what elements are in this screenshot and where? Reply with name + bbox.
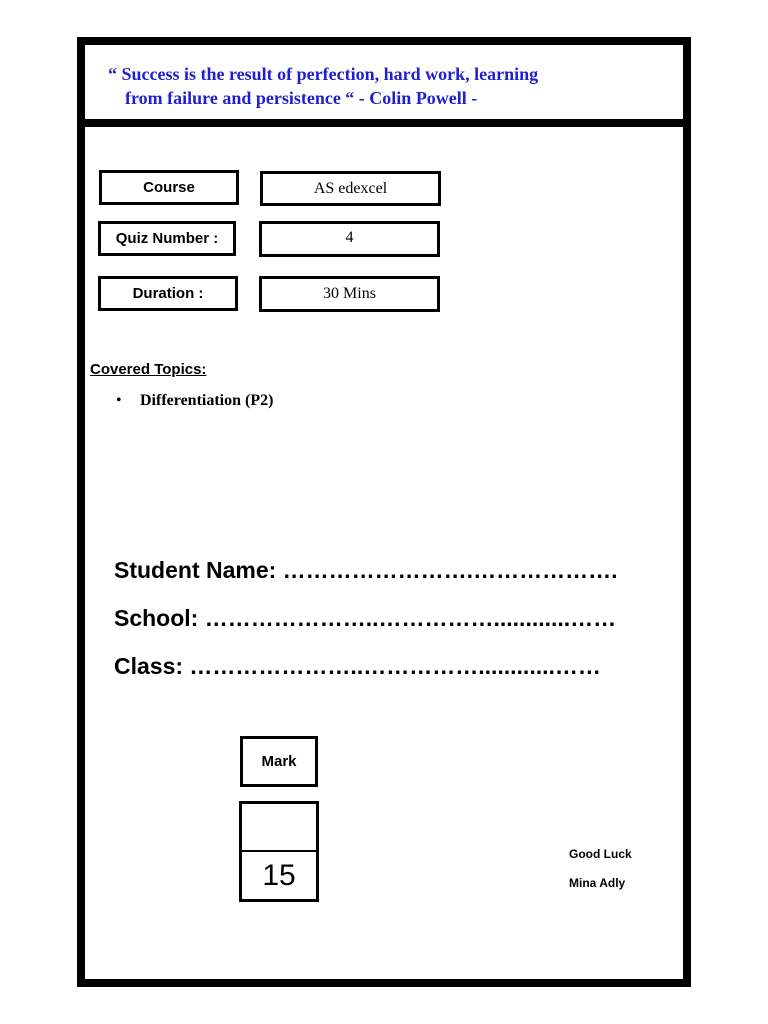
author-name: Mina Adly (569, 876, 626, 890)
quiz-number-value: 4 (259, 221, 440, 257)
bullet-icon: • (116, 392, 122, 409)
school-field: School: …………………..……………............…… (114, 605, 617, 631)
mark-label: Mark (240, 736, 318, 787)
quote-line-2: from failure and persistence “ - Colin Powell - (125, 88, 478, 108)
quiz-number-label: Quiz Number : (98, 221, 236, 256)
quote-line-1: “ Success is the result of perfection, hard work, learning (108, 64, 539, 84)
quote-text (108, 62, 628, 110)
good-luck-text: Good Luck (569, 847, 632, 861)
score-blank (242, 804, 316, 852)
topic-item (116, 392, 273, 410)
duration-value: 30 Mins (259, 276, 440, 312)
course-label: Course (99, 170, 239, 205)
score-box (239, 801, 319, 902)
topic-label: Differentiation (P2) (140, 392, 274, 409)
score-total: 15 (262, 858, 296, 892)
duration-label: Duration : (98, 276, 238, 311)
covered-topics-heading: Covered Topics: (90, 361, 207, 378)
student-name-field: Student Name: …………………….………………. (114, 557, 618, 583)
course-value: AS edexcel (260, 171, 441, 206)
class-field: Class: …………………..……………............…… (114, 653, 601, 679)
